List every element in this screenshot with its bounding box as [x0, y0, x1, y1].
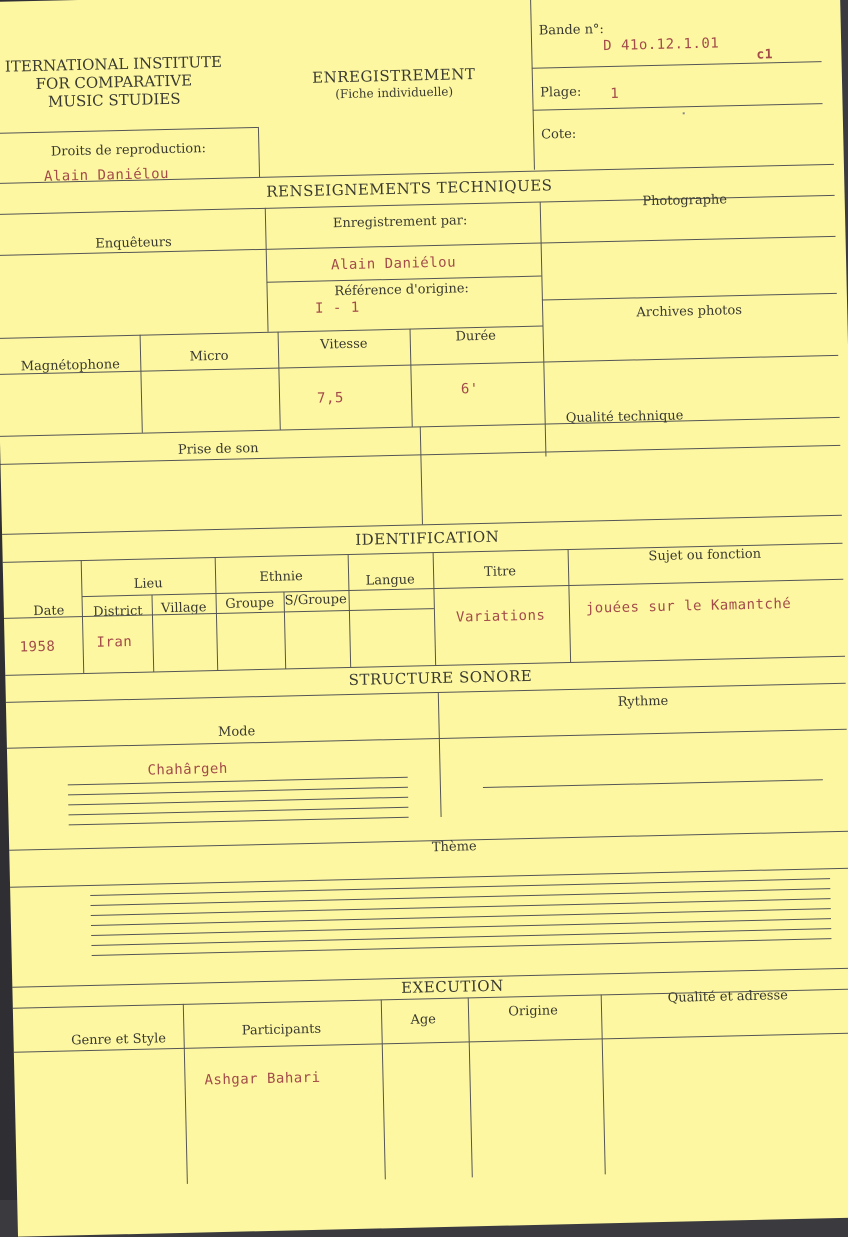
droits-right-line [258, 127, 260, 177]
theme-line-3 [91, 898, 831, 916]
execution-section-title: EXECUTION [400, 976, 504, 997]
tech-divider-1 [265, 208, 269, 332]
photographe-label: Photographe [642, 192, 728, 210]
mode-value: Chahârgeh [147, 760, 228, 779]
bande-value: D 41o.12.1.01 [602, 35, 720, 55]
lieu-label-line [4, 608, 434, 619]
district-village-divider [151, 594, 154, 671]
origine-label: Origine [508, 1003, 558, 1020]
micro-vitesse-divider [278, 332, 281, 430]
prise-qualite-divider [420, 426, 423, 524]
enregistrement-value: Alain Daniélou [330, 254, 457, 274]
paper-speck [683, 112, 685, 114]
form-title: ENREGISTREMENT [311, 65, 476, 87]
micro-label: Micro [189, 348, 229, 365]
plage-label: Plage: [540, 84, 582, 101]
plage-value: 1 [610, 85, 620, 102]
enregistrement-label: Enregistrement par: [332, 213, 468, 232]
ethnie-label: Ethnie [259, 569, 303, 586]
mode-line-1 [68, 777, 408, 786]
magnetophone-label: Magnétophone [20, 357, 120, 375]
rythme-line [483, 779, 823, 788]
duree-label: Durée [455, 328, 497, 345]
mode-line-2 [68, 787, 408, 796]
mode-line-3 [68, 797, 408, 806]
theme-line-6 [91, 928, 831, 946]
structure-mid-line [9, 831, 848, 851]
structure-section-title: STRUCTURE SONORE [348, 666, 533, 690]
institute-name-line2: FOR COMPARATIVE [35, 71, 193, 93]
sgroupe-label: S/Groupe [284, 592, 347, 609]
vitesse-value: 7,5 [316, 390, 345, 407]
theme-line-7 [92, 938, 832, 956]
mode-line-5 [69, 817, 409, 826]
reference-label: Référence d'origine: [334, 281, 470, 300]
vitesse-duree-divider [410, 329, 413, 427]
sujet-value: jouées sur le Kamantché [585, 595, 792, 617]
reference-value: I - 1 [314, 299, 360, 317]
titre-label: Titre [483, 564, 517, 580]
institute-name-line1: ITERNATIONAL INSTITUTE [4, 52, 223, 76]
mode-label: Mode [217, 724, 256, 741]
mode-rythme-divider [438, 692, 442, 817]
bande-label: Bande n°: [538, 22, 605, 39]
genre-label: Genre et Style [70, 1031, 167, 1049]
identification-section-title: IDENTIFICATION [355, 527, 500, 549]
titre-sujet-divider [568, 549, 572, 662]
titre-value: Variations [455, 607, 546, 626]
participants-label: Participants [241, 1021, 322, 1039]
bande-line [532, 61, 822, 69]
lieu-label: Lieu [133, 576, 163, 592]
droits-label: Droits de reproduction: [50, 141, 207, 160]
qualite-adresse-label: Qualité et adresse [667, 988, 789, 1006]
date-label: Date [33, 603, 65, 620]
date-value: 1958 [19, 638, 56, 656]
theme-line-5 [91, 918, 831, 936]
district-label: District [93, 603, 143, 620]
form-subtitle: (Fiche individuelle) [335, 84, 454, 102]
institute-name-line3: MUSIC STUDIES [47, 89, 181, 111]
qualite-technique-label: Qualité technique [565, 408, 684, 427]
mode-line-4 [68, 807, 408, 816]
mag-micro-divider [140, 335, 143, 433]
mode-header-line [7, 729, 847, 749]
duree-value: 6' [460, 381, 479, 398]
theme-line-4 [91, 908, 831, 926]
header-right-divider [530, 0, 535, 170]
age-origine-divider [468, 997, 473, 1177]
droits-top-line [0, 127, 258, 134]
genre-participants-divider [183, 1004, 188, 1184]
village-label: Village [160, 600, 207, 617]
participants-value: Ashgar Bahari [204, 1069, 321, 1089]
prise-label: Prise de son [177, 441, 259, 458]
theme-line-1 [90, 878, 830, 896]
lieu-sub-line [82, 579, 844, 597]
theme-label: Thème [431, 839, 477, 856]
participants-age-divider [381, 999, 386, 1179]
groupe-label: Groupe [225, 595, 275, 612]
theme-header-line [10, 868, 848, 888]
tech-divider-2 [540, 202, 547, 457]
theme-line-2 [91, 888, 831, 906]
plage-line [533, 103, 823, 111]
langue-label: Langue [365, 572, 415, 589]
photographe-bottom-line [542, 293, 837, 301]
bande-suffix: c1 [756, 47, 774, 63]
cote-label: Cote: [540, 126, 577, 143]
technique-section-title: RENSEIGNEMENTS TECHNIQUES [266, 176, 553, 201]
vitesse-label: Vitesse [320, 336, 368, 353]
age-label: Age [410, 1012, 437, 1028]
droits-value: Alain Daniélou [43, 165, 170, 185]
origine-qualite-divider [601, 994, 606, 1174]
enqueteurs-label: Enquêteurs [95, 234, 172, 252]
sujet-label: Sujet ou fonction [648, 546, 762, 565]
archives-label: Archives photos [636, 303, 743, 321]
rythme-label: Rythme [617, 693, 669, 710]
vitesse-header-line [0, 355, 838, 375]
district-value: Iran [96, 633, 133, 651]
